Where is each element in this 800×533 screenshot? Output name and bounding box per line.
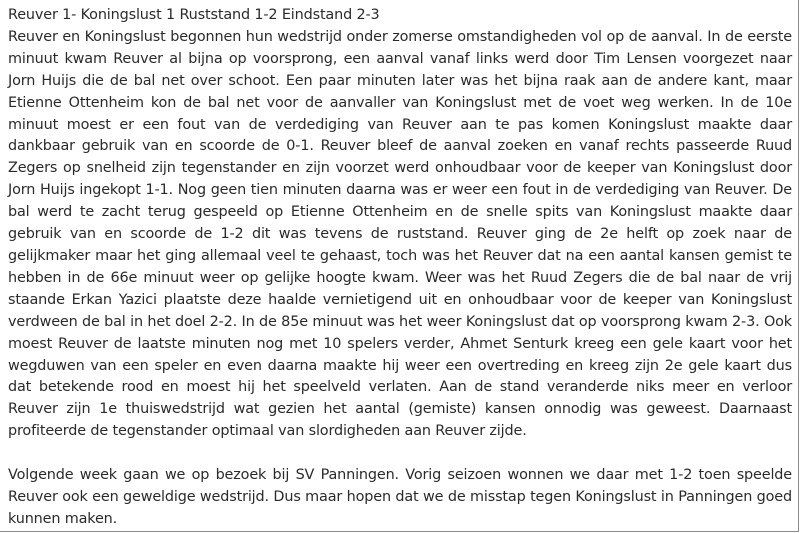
report-title: Reuver 1- Koningslust 1 Ruststand 1-2 Eindstand 2-3	[8, 7, 380, 23]
report-paragraph-match: Reuver en Koningslust begonnen hun wedstrijd onder zomerse omstandigheden vol op de aanval. In de eerste minuut kwam Reuver al bijna op voorsprong, een aanval vanaf links werd door Tim Lensen voorgezet naar Jorn Huijs die de bal net over schoot. Een paar minuten later was het bijna raak aan de andere kant, maar Etienne Ottenheim kon de bal net voor de aanvaller van Koningslust met de voet weg werken. In de 10e minuut moest er een fout van de verdediging van Reuver aan te pas komen Koningslust maakte daar dankbaar gebruik van en scoorde de 0-1. Reuver bleef de aanval zoeken en vanaf rechts passeerde Ruud Zegers op snelheid zijn tegenstander en zijn voorzet werd onhoudbaar voor de keeper van Koningslust door Jorn Huijs ingekopt 1-1. Nog geen tien minuten daarna was er weer een fout in de verdediging van Reuver. De bal werd te zacht terug gespeeld op Etienne Ottenheim en de snelle spits van Koningslust maakte daar gebruik van en scoorde de 1-2 dit was tevens de ruststand. Reuver ging de 2e helft op zoek naar de gelijkmaker maar het ging allemaal veel te gehaast, toch was het Reuver dat na een aantal kansen gemist te hebben in de 66e minuut weer op gelijke hoogte kwam. Weer was het Ruud Zegers die de bal naar de vrij staande Erkan Yazici plaatste deze haalde vernietigend uit en onhoudbaar voor de keeper van Koningslust verdween de bal in het doel 2-2. In de 85e minuut was het weer Koningslust dat op voorsprong kwam 2-3. Ook moest Reuver de laatste minuten nog met 10 spelers verder, Ahmet Senturk kreeg een gele kaart voor het wegduwen van een speler en even daarna maakte hij weer een overtreding en kreeg zijn 2e gele kaart dus dat betekende rood en moest hij het speelveld verlaten. Aan de stand veranderde niks meer en verloor Reuver zijn 1e thuiswedstrijd wat gezien het aantal (gemiste) kansen onnodig was geweest. Daarnaast profiteerde de tegenstander optimaal van slordigheden aan Reuver zijde.	[8, 28, 792, 440]
match-report	[8, 5, 792, 531]
report-paragraph-next-match: Volgende week gaan we op bezoek bij SV Panningen. Vorig seizoen wonnen we daar met 1-2 toen speelde Reuver ook een geweldige wedstrijd. Dus maar hopen dat we de misstap tegen Koningslust in Panningen goed kunnen maken.	[8, 467, 792, 527]
